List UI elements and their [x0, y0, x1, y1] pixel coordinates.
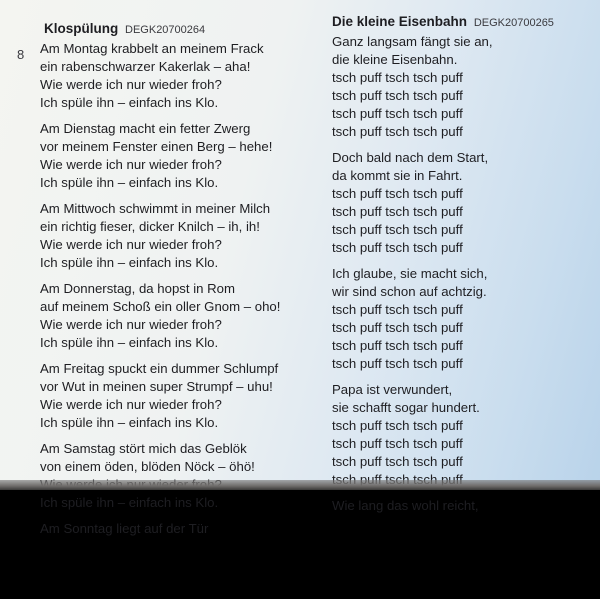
- left-column: [40, 20, 310, 536]
- song-title: Die kleine Eisenbahn: [332, 14, 468, 29]
- stanza: [332, 33, 592, 141]
- lyric-line: vor meinem Fenster einen Berg – hehe!: [40, 139, 273, 154]
- stanza: [40, 40, 310, 112]
- lyric-line: tsch puff tsch tsch puff: [332, 106, 463, 121]
- lyrics: [40, 40, 310, 512]
- lyric-line: tsch puff tsch tsch puff: [332, 454, 463, 469]
- lyric-line: Doch bald nach dem Start,: [332, 150, 489, 165]
- lyric-line: Papa ist verwundert,: [332, 382, 453, 397]
- lyric-line: sie schafft sogar hundert.: [332, 400, 480, 415]
- lyric-line: ein rabenschwarzer Kakerlak – aha!: [40, 59, 251, 74]
- song-code: DEGK20700265: [473, 17, 554, 29]
- cut-off-line: Am Sonntag liegt auf der Tür: [40, 521, 209, 536]
- lyric-line: Wie werde ich nur wieder froh?: [40, 157, 222, 172]
- lyric-line: Ich spüle ihn – einfach ins Klo.: [40, 95, 219, 110]
- stanza: [332, 381, 592, 489]
- lyric-line: Wie werde ich nur wieder froh?: [40, 237, 222, 252]
- stanza: [40, 440, 310, 512]
- lyric-line: tsch puff tsch tsch puff: [332, 436, 463, 451]
- stanza: [40, 280, 310, 352]
- lyric-line: wir sind schon auf achtzig.: [332, 284, 487, 299]
- lyric-line: auf meinem Schoß ein oller Gnom – oho!: [40, 299, 281, 314]
- lyric-line: tsch puff tsch tsch puff: [332, 338, 463, 353]
- lyric-line: Wie werde ich nur wieder froh?: [40, 397, 222, 412]
- lyric-line: Ich spüle ihn – einfach ins Klo.: [40, 335, 219, 350]
- stanza: [40, 200, 310, 272]
- song-code: DEGK20700264: [125, 24, 206, 36]
- song-title: Klospülung: [44, 21, 119, 36]
- lyrics: [332, 33, 592, 515]
- stanza: [40, 360, 310, 432]
- lyric-line: tsch puff tsch tsch puff: [332, 320, 463, 335]
- lyric-line: Ganz langsam fängt sie an,: [332, 34, 493, 49]
- lyric-line: Ich spüle ihn – einfach ins Klo.: [40, 415, 219, 430]
- lyric-line: von einem öden, blöden Nöck – öhö!: [40, 459, 255, 474]
- lyric-line: ein richtig fieser, dicker Knilch – ih, ih!: [40, 219, 260, 234]
- page-edge: [0, 480, 600, 490]
- stanza: [332, 265, 592, 373]
- lyric-line: tsch puff tsch tsch puff: [332, 70, 463, 85]
- stanza: [40, 120, 310, 192]
- lyric-line: tsch puff tsch tsch puff: [332, 124, 463, 139]
- lyric-line: Ich spüle ihn – einfach ins Klo.: [40, 175, 219, 190]
- lyric-line: tsch puff tsch tsch puff: [332, 88, 463, 103]
- lyric-line: tsch puff tsch tsch puff: [332, 418, 463, 433]
- lyric-line: tsch puff tsch tsch puff: [332, 240, 463, 255]
- lyric-line: tsch puff tsch tsch puff: [332, 222, 463, 237]
- stanza: [332, 497, 592, 515]
- lyric-line: Am Freitag spuckt ein dummer Schlumpf: [40, 361, 279, 376]
- lyric-line: Am Donnerstag, da hopst in Rom: [40, 281, 235, 296]
- lyric-line: vor Wut in meinen super Strumpf – uhu!: [40, 379, 273, 394]
- lyric-line: Ich glaube, sie macht sich,: [332, 266, 488, 281]
- lyric-line: Wie werde ich nur wieder froh?: [40, 317, 222, 332]
- song-title-row: [44, 20, 310, 39]
- lyric-line: tsch puff tsch tsch puff: [332, 302, 463, 317]
- lyric-line: Ich spüle ihn – einfach ins Klo.: [40, 255, 219, 270]
- lyric-line: Am Samstag stört mich das Geblök: [40, 441, 247, 456]
- stanza: [332, 149, 592, 257]
- page-number: 8: [17, 47, 25, 62]
- lyric-line: Wie lang das wohl reicht,: [332, 498, 479, 513]
- lyric-line: Wie werde ich nur wieder froh?: [40, 77, 222, 92]
- lyric-line: tsch puff tsch tsch puff: [332, 356, 463, 371]
- lyric-line: Am Mittwoch schwimmt in meiner Milch: [40, 201, 271, 216]
- right-column: [332, 13, 592, 523]
- lyric-line: Ich spüle ihn – einfach ins Klo.: [40, 495, 219, 510]
- lyric-line: tsch puff tsch tsch puff: [332, 204, 463, 219]
- lyric-line: Am Dienstag macht ein fetter Zwerg: [40, 121, 251, 136]
- lyric-line: da kommt sie in Fahrt.: [332, 168, 463, 183]
- lyric-line: die kleine Eisenbahn.: [332, 52, 458, 67]
- song-title-row: [332, 13, 592, 32]
- lyric-line: tsch puff tsch tsch puff: [332, 186, 463, 201]
- lyric-line: Am Montag krabbelt an meinem Frack: [40, 41, 264, 56]
